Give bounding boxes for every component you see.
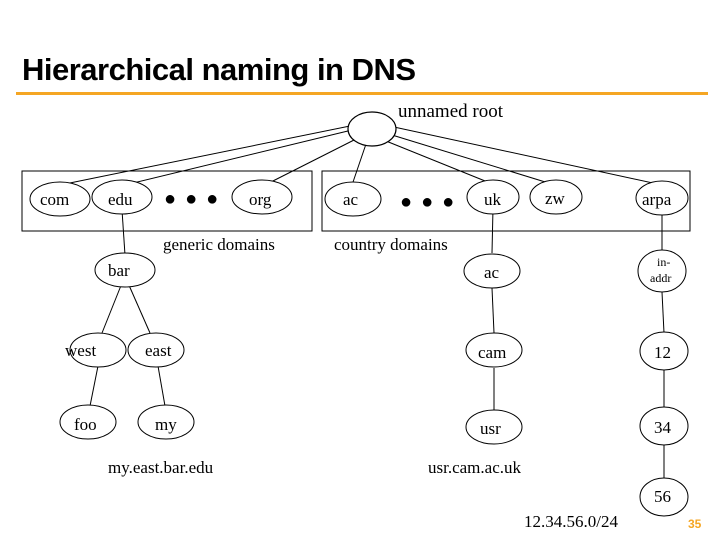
edge-west-foo bbox=[90, 366, 98, 406]
page-number: 35 bbox=[688, 517, 702, 531]
edge-edu-bar bbox=[122, 210, 125, 255]
label-in-addr-line1: in- bbox=[657, 255, 671, 269]
root-node bbox=[348, 112, 396, 146]
edge-uk-ac bbox=[492, 208, 493, 253]
label-in-addr-line2: addr bbox=[650, 271, 672, 285]
edge-root-ac bbox=[352, 144, 366, 185]
label-org: org bbox=[249, 190, 272, 209]
label-my: my bbox=[155, 415, 177, 434]
label-12: 12 bbox=[654, 343, 671, 362]
label-56: 56 bbox=[654, 487, 671, 506]
country-ellipsis: ● ● ● bbox=[400, 191, 457, 213]
label-com: com bbox=[40, 190, 70, 209]
label-east: east bbox=[145, 341, 172, 360]
edge-root-uk bbox=[386, 141, 495, 185]
edge-bar-east bbox=[128, 283, 150, 333]
edu-example-name: my.east.bar.edu bbox=[108, 458, 214, 477]
label-west: west bbox=[65, 341, 97, 360]
label-ac: ac bbox=[343, 190, 359, 209]
label-uk: uk bbox=[484, 190, 501, 209]
edge-root-com bbox=[60, 126, 350, 185]
edge-ac-cam bbox=[492, 288, 494, 333]
generic-domains-caption: generic domains bbox=[163, 235, 275, 254]
edge-inaddr-12 bbox=[662, 292, 664, 333]
ip-example-name: 12.34.56.0/24 bbox=[524, 512, 618, 531]
country-domains-caption: country domains bbox=[334, 235, 448, 254]
generic-ellipsis: ● ● ● bbox=[164, 188, 221, 210]
label-34: 34 bbox=[654, 418, 671, 437]
label-edu: edu bbox=[108, 190, 133, 209]
label-usr: usr bbox=[480, 419, 501, 438]
edge-root-edu bbox=[125, 130, 352, 185]
slide-title: Hierarchical naming in DNS bbox=[22, 52, 416, 87]
label-uk-ac: ac bbox=[484, 263, 500, 282]
uk-example-name: usr.cam.ac.uk bbox=[428, 458, 521, 477]
edge-east-my bbox=[158, 366, 165, 406]
label-bar: bar bbox=[108, 261, 130, 280]
label-zw: zw bbox=[545, 189, 565, 208]
root-label: unnamed root bbox=[398, 101, 504, 122]
label-cam: cam bbox=[478, 343, 507, 362]
edge-root-zw bbox=[392, 135, 555, 185]
label-arpa: arpa bbox=[642, 190, 672, 209]
edge-bar-west bbox=[102, 283, 122, 333]
label-foo: foo bbox=[74, 415, 97, 434]
